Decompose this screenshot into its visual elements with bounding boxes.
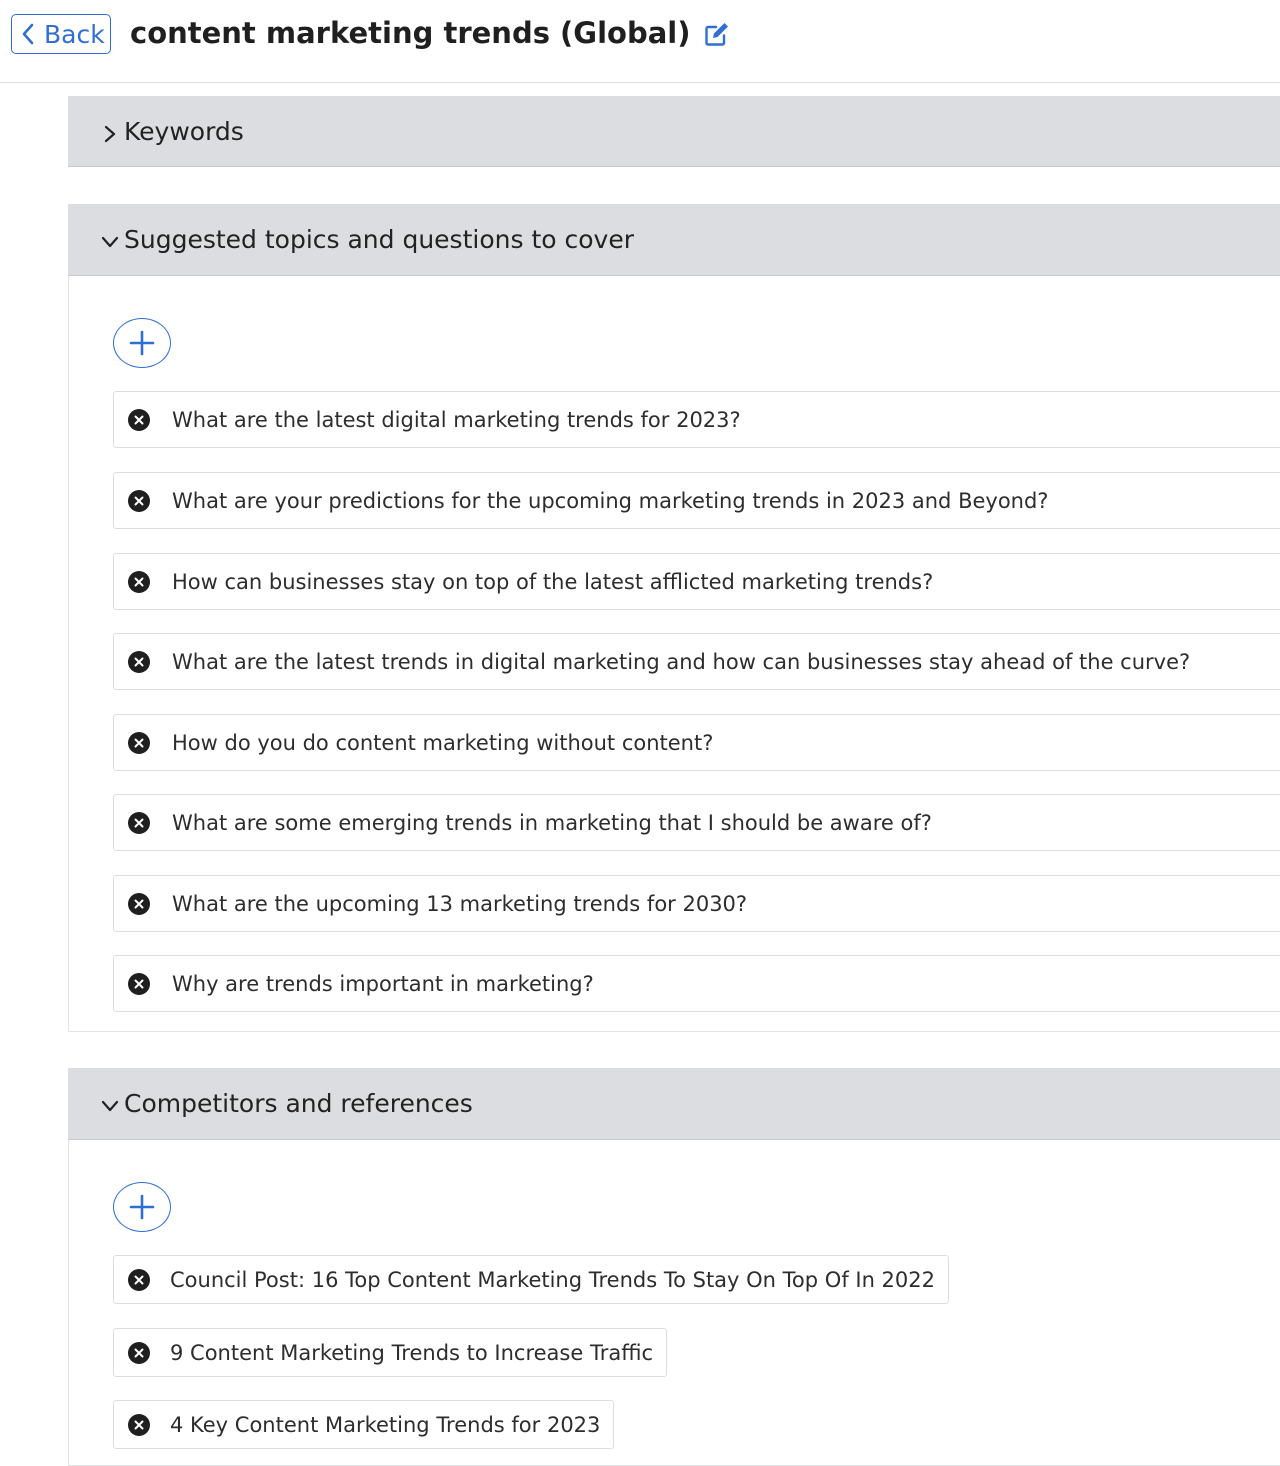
topics-section-body xyxy=(68,276,1280,1032)
keywords-section-title: Keywords xyxy=(124,116,244,146)
page-header xyxy=(0,0,1280,83)
topic-item xyxy=(113,633,1280,690)
reference-item xyxy=(113,1255,949,1304)
topics-section-title: Suggested topics and questions to cover xyxy=(124,225,634,254)
topics-section-header[interactable] xyxy=(68,204,1280,276)
chevron-down-icon xyxy=(100,232,120,252)
close-circle-icon[interactable] xyxy=(128,1342,150,1364)
topic-text: How can businesses stay on top of the latest afflicted marketing trends? xyxy=(172,569,934,594)
topic-text: What are some emerging trends in marketing that I should be aware of? xyxy=(172,810,932,835)
reference-link[interactable]: 9 Content Marketing Trends to Increase Traffic xyxy=(170,1340,654,1365)
topic-item xyxy=(113,794,1280,851)
competitors-section-header[interactable] xyxy=(68,1068,1280,1140)
topic-text: How do you do content marketing without content? xyxy=(172,730,714,755)
reference-link[interactable]: Council Post: 16 Top Content Marketing Trends To Stay On Top Of In 2022 xyxy=(170,1267,936,1292)
add-topic-button[interactable] xyxy=(113,318,171,368)
topic-text: What are the upcoming 13 marketing trends for 2030? xyxy=(172,891,748,916)
topic-text: Why are trends important in marketing? xyxy=(172,971,594,996)
close-circle-icon[interactable] xyxy=(128,409,150,431)
reference-link[interactable]: 4 Key Content Marketing Trends for 2023 xyxy=(170,1412,601,1437)
reference-item xyxy=(113,1328,667,1377)
keywords-section xyxy=(68,96,1280,167)
chevron-down-icon xyxy=(100,1096,120,1116)
close-circle-icon[interactable] xyxy=(128,1414,150,1436)
edit-icon[interactable] xyxy=(704,21,730,47)
topic-text: What are the latest digital marketing trends for 2023? xyxy=(172,407,741,432)
plus-icon xyxy=(128,329,156,357)
page-title-text: content marketing trends (Global) xyxy=(130,16,691,50)
close-circle-icon[interactable] xyxy=(128,973,150,995)
add-reference-button[interactable] xyxy=(113,1182,171,1232)
close-circle-icon[interactable] xyxy=(128,732,150,754)
competitors-section-body xyxy=(68,1140,1280,1466)
close-circle-icon[interactable] xyxy=(128,812,150,834)
close-circle-icon[interactable] xyxy=(128,1269,150,1291)
close-circle-icon[interactable] xyxy=(128,490,150,512)
competitors-section-title: Competitors and references xyxy=(124,1089,473,1118)
topic-item xyxy=(113,875,1280,932)
topic-item xyxy=(113,714,1280,771)
topic-item xyxy=(113,391,1280,448)
topic-item xyxy=(113,955,1280,1012)
topics-section xyxy=(68,204,1280,1032)
back-button-label: Back xyxy=(44,19,105,49)
chevron-right-icon xyxy=(100,124,120,144)
page-title xyxy=(130,16,730,50)
topic-item xyxy=(113,472,1280,529)
topic-text: What are your predictions for the upcoming marketing trends in 2023 and Beyond? xyxy=(172,488,1049,513)
close-circle-icon[interactable] xyxy=(128,893,150,915)
chevron-left-icon xyxy=(20,22,36,46)
keywords-section-header[interactable] xyxy=(68,96,1280,167)
back-button[interactable] xyxy=(11,14,111,54)
plus-icon xyxy=(128,1193,156,1221)
close-circle-icon[interactable] xyxy=(128,651,150,673)
reference-item xyxy=(113,1400,614,1449)
topic-item xyxy=(113,553,1280,610)
close-circle-icon[interactable] xyxy=(128,571,150,593)
competitors-section xyxy=(68,1068,1280,1466)
topic-text: What are the latest trends in digital marketing and how can businesses stay ahead of the curve? xyxy=(172,649,1191,674)
